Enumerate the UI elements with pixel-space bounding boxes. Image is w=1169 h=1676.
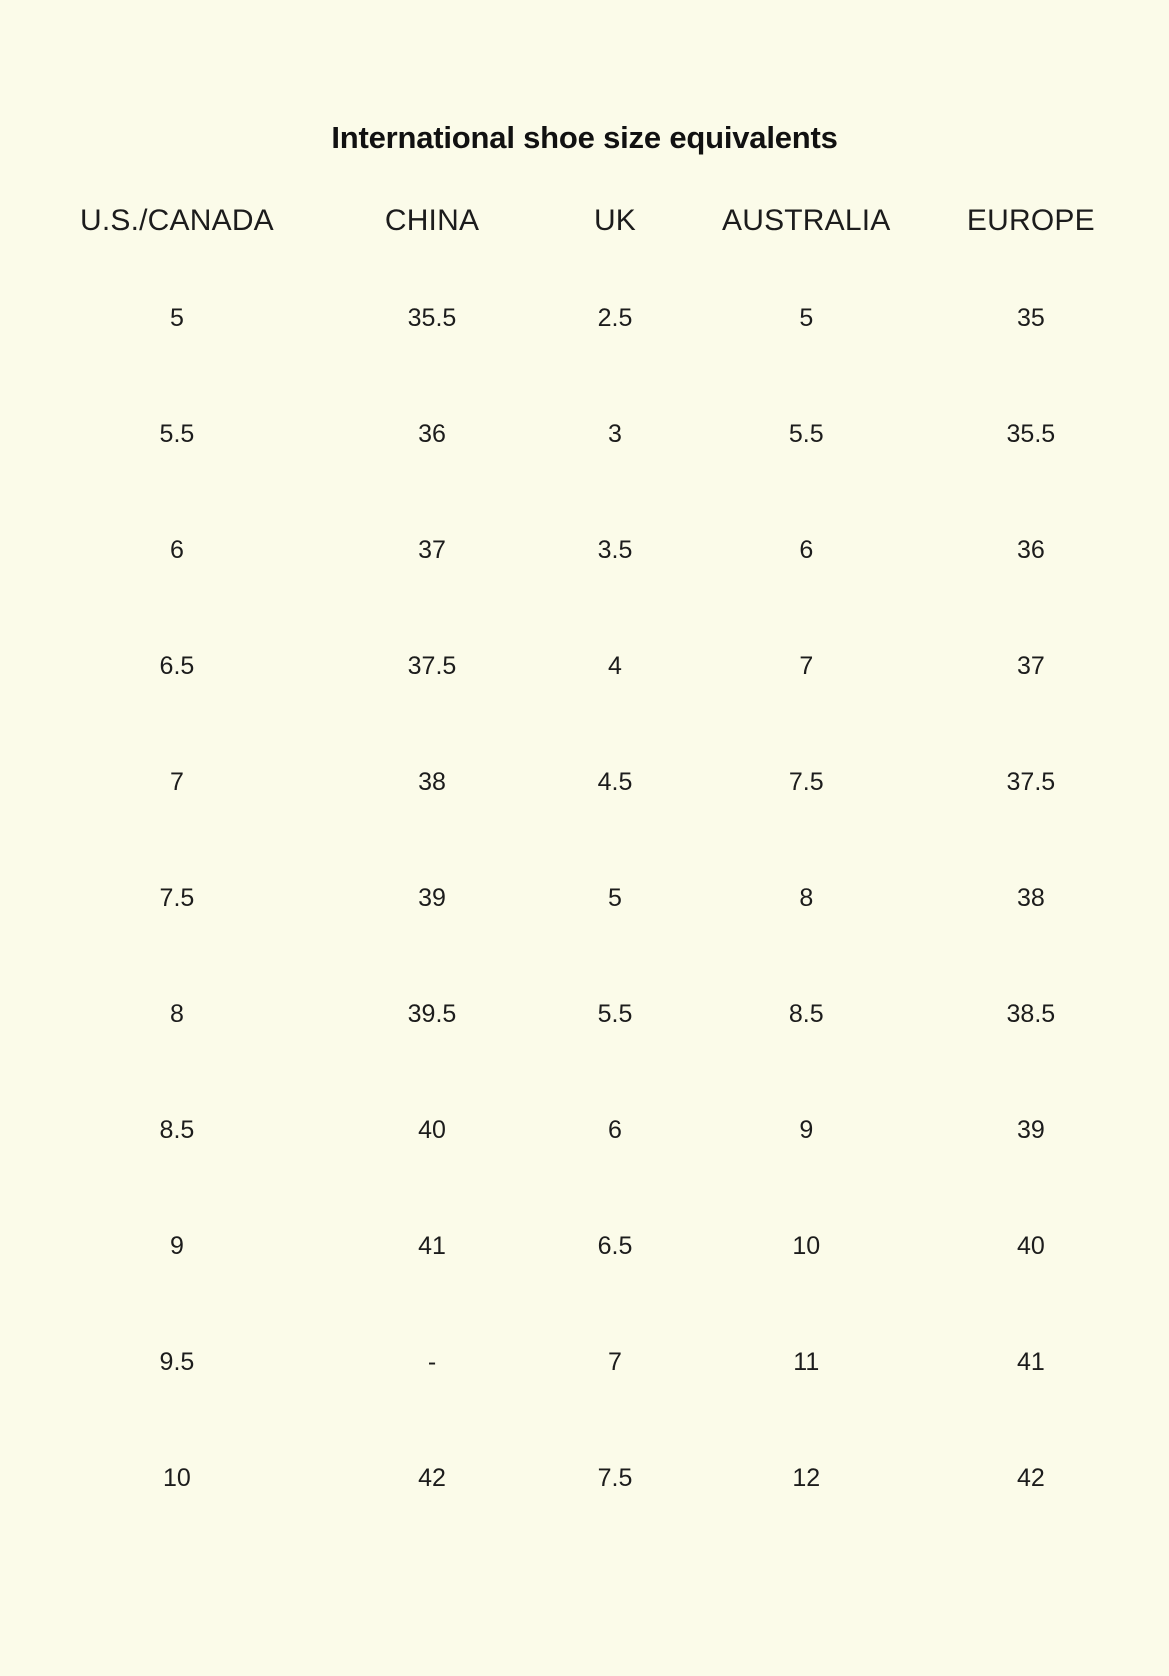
cell-europe: 37.5 xyxy=(1006,767,1056,796)
cell-us-canada: 5 xyxy=(169,303,184,332)
cell-australia: 5 xyxy=(799,303,814,332)
cell-australia: 6 xyxy=(799,535,814,564)
cell-uk: 6 xyxy=(608,1115,622,1144)
cell-us-canada: 5.5 xyxy=(159,419,195,448)
table-row xyxy=(30,1188,1139,1304)
column-header-china: CHINA xyxy=(384,204,480,237)
page-title: International shoe size equivalents xyxy=(331,120,838,155)
cell-us-canada: 8 xyxy=(169,999,184,1028)
cell-europe: 41 xyxy=(1016,1347,1045,1376)
cell-europe: 39 xyxy=(1016,1115,1045,1144)
cell-us-canada: 9 xyxy=(169,1231,184,1260)
column-header-europe: EUROPE xyxy=(966,204,1095,237)
shoe-size-table xyxy=(30,198,1139,1536)
table-row xyxy=(30,1072,1139,1188)
cell-china: 39.5 xyxy=(407,999,457,1028)
cell-china: 38 xyxy=(418,767,446,796)
cell-australia: 12 xyxy=(792,1463,821,1492)
cell-uk: 2.5 xyxy=(597,303,633,332)
cell-australia: 8 xyxy=(799,883,814,912)
cell-australia: 7 xyxy=(799,651,814,680)
cell-china: - xyxy=(427,1347,437,1376)
cell-uk: 7 xyxy=(608,1347,622,1376)
cell-uk: 7.5 xyxy=(597,1463,633,1492)
cell-china: 40 xyxy=(418,1115,446,1144)
cell-uk: 5 xyxy=(608,883,622,912)
cell-uk: 5.5 xyxy=(597,999,633,1028)
column-header-uk: UK xyxy=(593,204,637,237)
table-row xyxy=(30,956,1139,1072)
cell-us-canada: 9.5 xyxy=(159,1347,195,1376)
table-header-row xyxy=(30,198,1139,260)
cell-uk: 6.5 xyxy=(597,1231,633,1260)
table-row xyxy=(30,840,1139,956)
table-row xyxy=(30,724,1139,840)
column-header-us-canada: U.S./CANADA xyxy=(79,204,274,237)
cell-europe: 38.5 xyxy=(1006,999,1056,1028)
cell-china: 37 xyxy=(418,535,446,564)
cell-europe: 37 xyxy=(1016,651,1045,680)
table-row xyxy=(30,260,1139,376)
table-row xyxy=(30,608,1139,724)
cell-australia: 10 xyxy=(792,1231,821,1260)
cell-us-canada: 8.5 xyxy=(159,1115,195,1144)
cell-uk: 3.5 xyxy=(597,535,633,564)
cell-china: 36 xyxy=(418,419,446,448)
cell-uk: 4.5 xyxy=(597,767,633,796)
cell-us-canada: 7.5 xyxy=(159,883,195,912)
cell-us-canada: 10 xyxy=(163,1463,191,1492)
cell-china: 39 xyxy=(418,883,446,912)
table-row xyxy=(30,1304,1139,1420)
table-row xyxy=(30,1420,1139,1536)
cell-europe: 36 xyxy=(1016,535,1045,564)
cell-europe: 42 xyxy=(1016,1463,1045,1492)
document-page xyxy=(0,120,1169,1676)
table-row xyxy=(30,492,1139,608)
cell-china: 35.5 xyxy=(407,303,457,332)
cell-uk: 4 xyxy=(608,651,622,680)
cell-europe: 35 xyxy=(1016,303,1045,332)
cell-australia: 5.5 xyxy=(788,419,824,448)
cell-europe: 40 xyxy=(1016,1231,1045,1260)
cell-us-canada: 6.5 xyxy=(159,651,195,680)
cell-uk: 3 xyxy=(608,419,622,448)
cell-us-canada: 7 xyxy=(169,767,184,796)
cell-australia: 11 xyxy=(793,1347,820,1376)
cell-australia: 9 xyxy=(799,1115,814,1144)
cell-australia: 8.5 xyxy=(788,999,824,1028)
column-header-australia: AUSTRALIA xyxy=(722,204,891,237)
table-row xyxy=(30,376,1139,492)
cell-australia: 7.5 xyxy=(788,767,824,796)
cell-us-canada: 6 xyxy=(169,535,184,564)
cell-europe: 38 xyxy=(1016,883,1045,912)
cell-china: 37.5 xyxy=(407,651,457,680)
cell-china: 41 xyxy=(418,1231,446,1260)
cell-china: 42 xyxy=(418,1463,446,1492)
cell-europe: 35.5 xyxy=(1006,419,1056,448)
